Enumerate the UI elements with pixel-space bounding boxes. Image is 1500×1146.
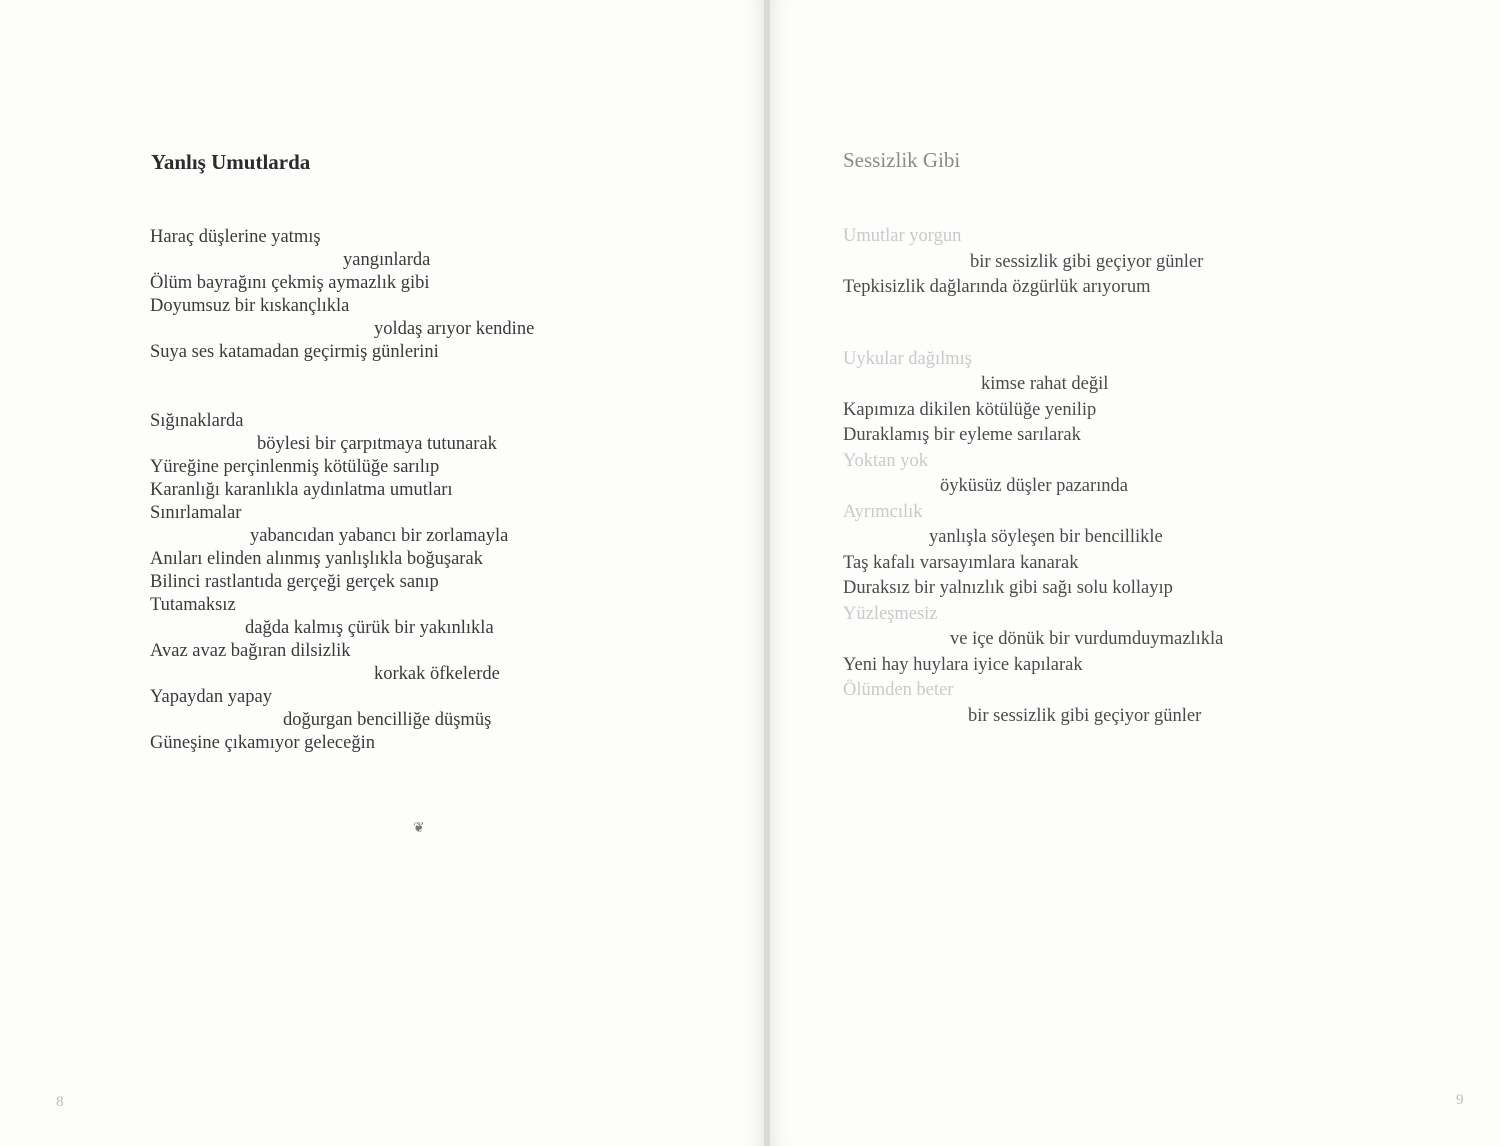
- poem-title: Sessizlik Gibi: [843, 148, 961, 172]
- poem-line: korkak öfkelerde: [374, 664, 500, 684]
- ornament-icon: ❦: [413, 821, 425, 836]
- poem-line: Haraç düşlerine yatmış: [150, 227, 321, 247]
- poem-line: Duraklamış bir eyleme sarılarak: [843, 425, 1081, 445]
- poem-body: [843, 224, 1223, 729]
- poem-body: [150, 226, 534, 755]
- poem-line: Güneşine çıkamıyor geleceğin: [150, 733, 375, 753]
- poem-line: Karanlığı karanlıkla aydınlatma umutları: [150, 480, 453, 500]
- poem-line: Anıları elinden alınmış yanlışlıkla boğuşarak: [150, 549, 483, 569]
- poem-line: Sınırlamalar: [150, 503, 242, 523]
- poem-line: Yüzleşmesiz: [843, 603, 938, 624]
- poem-line: yangınlarda: [343, 250, 431, 270]
- stanza-break: [843, 301, 1223, 347]
- poem-line: doğurgan bencilliğe düşmüş: [283, 710, 492, 730]
- poem-line: bir sessizlik gibi geçiyor günler: [968, 705, 1202, 726]
- poem-line: öyküsüz düşler pazarında: [940, 476, 1129, 496]
- poem-line: Yoktan yok: [843, 450, 928, 471]
- poem-line: Tutamaksız: [150, 595, 236, 615]
- page-number: 8: [56, 1094, 64, 1110]
- poem-line: yabancıdan yabancı bir zorlamayla: [250, 526, 509, 546]
- poem-line: Umutlar yorgun: [843, 226, 962, 246]
- poem-line: Doyumsuz bir kıskançlıkla: [150, 296, 350, 316]
- poem-line: kimse rahat değil: [981, 374, 1109, 394]
- poem-line: Yüreğine perçinlenmiş kötülüğe sarılıp: [150, 457, 440, 477]
- poem-line: yoldaş arıyor kendine: [374, 319, 535, 339]
- poem-line: Kapımıza dikilen kötülüğe yenilip: [843, 399, 1097, 420]
- poem-line: Uykular dağılmış: [843, 348, 972, 369]
- poem-line: böylesi bir çarpıtmaya tutunarak: [257, 434, 497, 454]
- page-number: 9: [1456, 1092, 1464, 1108]
- poem-line: Ölümden beter: [843, 680, 954, 700]
- poem-line: Bilinci rastlantıda gerçeği gerçek sanıp: [150, 572, 439, 592]
- poem-title: Yanlış Umutlarda: [151, 150, 311, 174]
- poem-line: Sığınaklarda: [150, 411, 244, 431]
- poem-line: dağda kalmış çürük bir yakınlıkla: [245, 618, 494, 638]
- poem-line: ve içe dönük bir vurdumduymazlıkla: [950, 629, 1224, 649]
- poem-line: Yeni hay huylara iyice kapılarak: [843, 654, 1083, 675]
- poem-line: bir sessizlik gibi geçiyor günler: [970, 251, 1204, 272]
- poem-line: Suya ses katamadan geçirmiş günlerini: [150, 342, 439, 362]
- poem-line: Taş kafalı varsayımlara kanarak: [843, 552, 1079, 573]
- right-page: [770, 0, 1500, 1146]
- poem-line: Ayrımcılık: [843, 501, 923, 522]
- poem-line: Ölüm bayrağını çekmiş aymazlık gibi: [150, 273, 430, 293]
- poem-line: Avaz avaz bağıran dilsizlik: [150, 641, 351, 661]
- poem-line: yanlışla söyleşen bir bencillikle: [929, 527, 1163, 547]
- poem-line: Yapaydan yapay: [150, 687, 272, 707]
- poem-line: Tepkisizlik dağlarında özgürlük arıyorum: [843, 277, 1151, 297]
- stanza-break: [150, 364, 534, 410]
- poem-line: Duraksız bir yalnızlık gibi sağı solu kollayıp: [843, 578, 1173, 598]
